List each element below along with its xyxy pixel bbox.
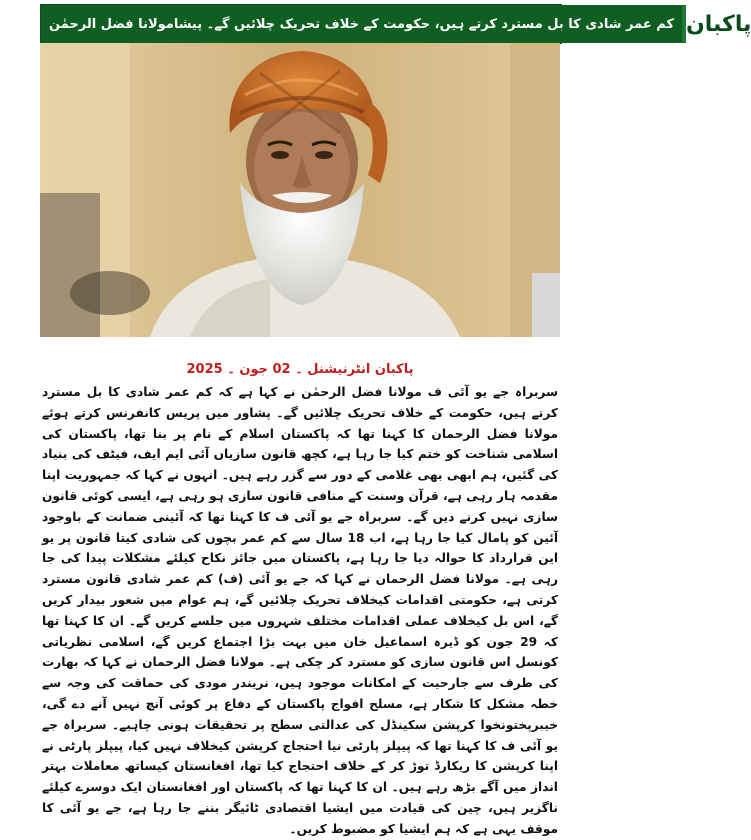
header-bar	[40, 4, 751, 44]
headline: کم عمر شادی کا بل مسترد کرتے ہیں، حکومت کے خلاف تحریک چلائیں گے۔ پیشامولانا فضل الرحمٰن	[41, 5, 682, 43]
brand-logo: پاکبان	[682, 5, 751, 43]
article-paragraph: سربراہ جے یو آئی ف مولانا فضل الرحمٰن نے کہا ہے کہ کم عمر شادی کا بل مسترد کرتے ہیں، حکومت کے خلاف تحریک چلائیں گے۔ پشاور میں پریس کانفرنس کرتے ہوئے مولانا فضل الرحمان کا کہنا تھا کہ پاکستان اسلام کے نام پر بنا تھا، پاکستان کی اسلامی شناخت کو ختم کیا جا رہا ہے، کچھ قانون سازیاں آئی ایم ایف، فیٹف کی بنیاد کی گئیں، ہم ابھی بھی غلامی کے دور سے گزر رہے ہیں۔ انہوں نے کہا کہ جمہوریت اپنا مقدمہ ہار رہی ہے، قرآن وسنت کے منافی قانون سازی ہو رہی ہے، ایسی کوئی قانون سازی نہیں کرنے دیں گے۔ سربراہ جے یو آئی ف کا کہنا تھا کہ آئینی ضمانت کے باوجود آئین کو پامال کیا جا رہا ہے، اب 18 سال سے کم عمر بچوں کی شادی کیتا قانون پر یو این قرارداد کا حوالہ دیا جا رہا ہے، پاکستان میں جائز نکاح کیلئے مشکلات پیدا کی جا رہی ہے۔ مولانا فضل الرحمان نے کہا کہ جے یو آئی (ف) کم عمر شادی قانون مسترد کرتی ہے، حکومتی اقدامات کیخلاف تحریک چلائیں گے، ہم عوام میں شعور بیدار کریں گے، اس بل کیخلاف عملی اقدامات مختلف شہروں میں جلسے کریں گے۔ ان کا کہنا تھا کہ 29 جون کو ڈیرہ اسماعیل خان میں بہت بڑا اجتماع کریں گے، اسلامی نظریاتی کونسل اس قانون سازی کو مسترد کر چکی ہے۔ مولانا فضل الرحمان نے کہا کہ بھارت کی طرف سے جارحیت کے امکانات موجود ہیں، نریندر مودی کی حماقت کی وجہ سے خطہ مشکل کا شکار ہے، مسلح افواج پاکستان کے دفاع پر کوئی آنچ نہیں آنے دے گی، خیبرپختونخوا کرپشن سکینڈل کی عدالتی سطح پر تحقیقات ہونی چاہیے۔ سربراہ جے یو آئی ف کا کہنا تھا کہ پیپلز پارٹی نیا احتجاج کرپشن کیخلاف نہیں کیا، پیپلز پارٹی نے اپنا کرپشن کا ریکارڈ توڑ کر کے خلاف احتجاج کیا تھا، افغانستان کیساتھ معاملات بہتر انداز میں آگے بڑھ رہے ہیں۔ ان کا کہنا تھا کہ پاکستان اور افغانستان ایک دوسرے کیلئے ناگزیر ہیں، چین کی قیادت میں ایشیا اقتصادی ٹائیگر بننے جا رہا ہے، جے یو آئی کا موقف یہی ہے کہ ہم ایشیا کو مضبوط کریں۔	[42, 385, 558, 836]
portrait-photo-icon	[40, 43, 560, 337]
portrait-photo	[40, 43, 560, 337]
article-body	[42, 382, 558, 840]
dateline: پاکبان انٹرنیشنل ۔ 02 جون ۔ 2025	[186, 362, 414, 377]
